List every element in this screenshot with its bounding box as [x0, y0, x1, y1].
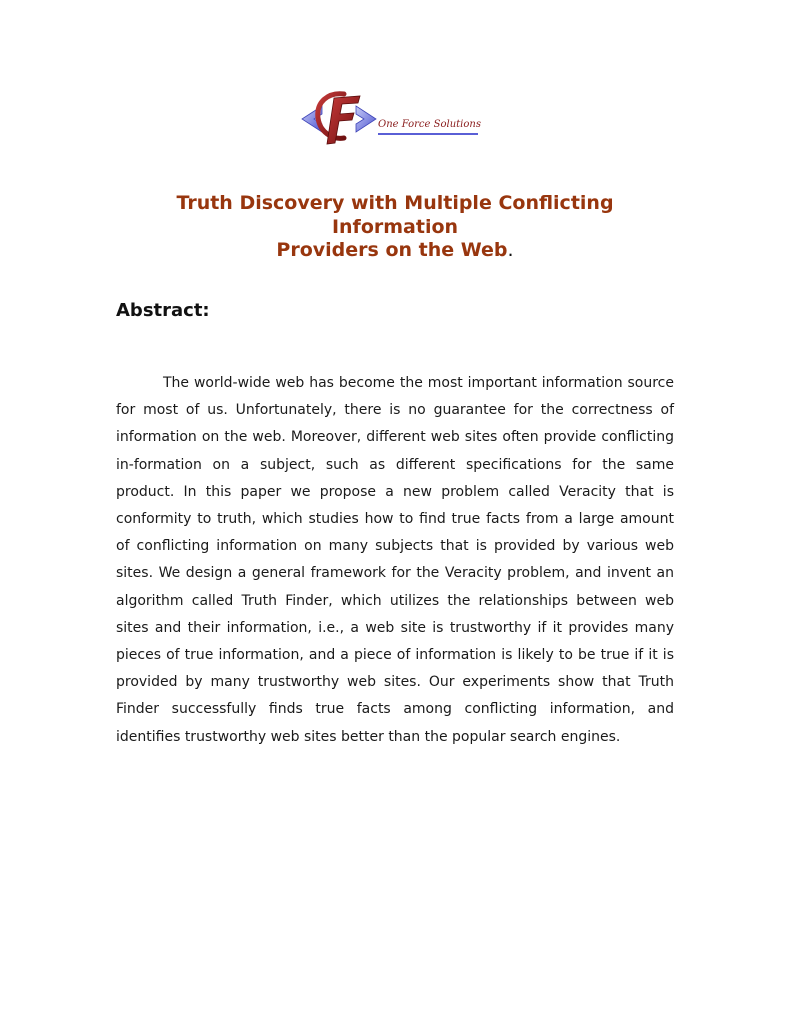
title-line-2: Information — [331, 215, 459, 238]
title-period: . — [507, 239, 514, 261]
abstract-heading: Abstract: — [116, 300, 210, 321]
title-line-1: Truth Discovery with Multiple Conflicting — [176, 192, 614, 214]
logo-emblem-icon — [300, 88, 380, 150]
title-line-3 — [116, 239, 674, 263]
company-name: One Force Solutions — [378, 119, 481, 130]
document-title — [116, 192, 674, 263]
abstract-body: The world-wide web has become the most important information source for most of us. Unfortunately, there is no guarantee for the correctness of information on the web. Moreover, different web sites often provide conflicting in-formation on a subject, such as different specifications for the same product. In this paper we propose a new problem called Veracity that is conformity to truth, which studies how to find true facts from a large amount of conflicting information on many subjects that is provided by various web sites. We design a general framework for the Veracity problem, and invent an algorithm called Truth Finder, which utilizes the relationships between web sites and their information, i.e., a web site is trustworthy if it provides many pieces of true information, and a piece of information is likely to be true if it is provided by many trustworthy web sites. Our experiments show that Truth Finder successfully finds true facts among conflicting information, and identifies trustworthy web sites better than the popular search engines. — [116, 375, 674, 745]
title-line-3-text: Providers on the Web — [276, 239, 508, 261]
company-name-underline — [378, 133, 478, 135]
company-logo — [300, 88, 490, 150]
